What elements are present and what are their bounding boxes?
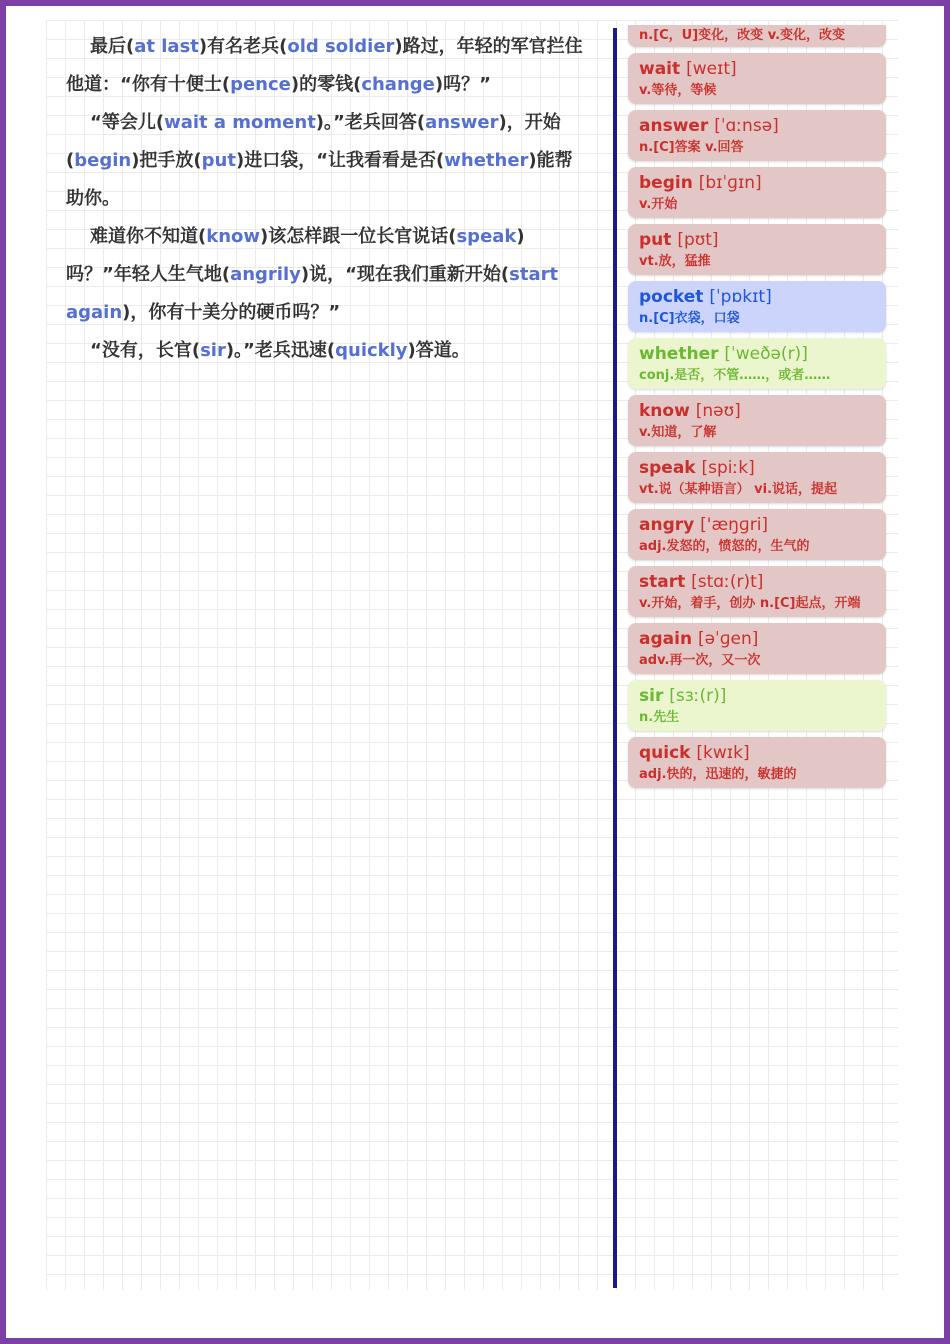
keyword: wait a moment [164, 112, 316, 133]
vocab-word: answer [639, 116, 709, 136]
vocab-definition: v.开始 [639, 197, 678, 212]
vocab-list [628, 25, 886, 794]
story-text-segment: )把手放( [131, 150, 202, 171]
story-text-segment: 最后( [90, 36, 135, 57]
vocab-card-highlighted [628, 281, 886, 332]
vocab-phonetic: [ˈweðə(r)] [724, 344, 808, 364]
vocab-headword-line [639, 114, 876, 139]
story-text-segment: )。”老兵迅速( [225, 340, 336, 361]
vocab-card [628, 509, 886, 560]
vocab-definition: v.开始，着手，创办 n.[C]起点，开端 [639, 596, 861, 611]
vocab-card [628, 395, 886, 446]
story-text-segment: )进口袋，“让我看看是否( [235, 150, 445, 171]
vocab-phonetic: [stɑː(r)t] [691, 572, 764, 592]
vocab-headword-line [639, 684, 876, 709]
vocab-card [628, 53, 886, 104]
column-divider [613, 28, 617, 1288]
vocab-definition: v.知道，了解 [639, 425, 717, 440]
vocab-phonetic: [spiːk] [701, 458, 755, 478]
keyword: put [201, 150, 236, 171]
keyword: angrily [230, 264, 301, 285]
vocab-headword-line [639, 342, 876, 367]
vocab-definition: v.等待，等候 [639, 83, 717, 98]
keyword: begin [74, 150, 132, 171]
keyword: start again [66, 264, 559, 323]
story-text-segment: )该怎样跟一位长官说话( [260, 226, 457, 247]
vocab-definition: vt.说（某种语言） vi.说话，提起 [639, 482, 838, 497]
vocab-word: wait [639, 59, 681, 79]
vocab-phonetic: [əˈɡen] [697, 629, 759, 649]
vocab-card [628, 224, 886, 275]
vocab-phonetic: [weɪt] [686, 59, 737, 79]
vocab-definition: adj.发怒的，愤怒的，生气的 [639, 539, 810, 554]
story-text-segment: )路过，年轻的军官拦住他道：“你有十便士( [66, 36, 583, 95]
keyword: pence [230, 74, 291, 95]
keyword: speak [456, 226, 517, 247]
vocab-word: again [639, 629, 693, 649]
story-paragraph [66, 332, 586, 370]
vocab-headword-line [639, 456, 876, 481]
story-text-segment: )答道。 [407, 340, 470, 361]
keyword: change [361, 74, 435, 95]
vocab-definition: adj.快的，迅速的，敏捷的 [639, 767, 797, 782]
story-text-segment: 难道你不知道( [90, 226, 207, 247]
vocab-definition: n.[C]衣袋，口袋 [639, 311, 740, 326]
keyword: answer [425, 112, 499, 133]
vocab-phonetic: [nəʊ] [695, 401, 741, 421]
vocab-word: put [639, 230, 672, 250]
vocab-headword-line [639, 171, 876, 196]
story-text-segment: )吗？”年轻人生气地( [66, 226, 525, 285]
vocab-phonetic: [sɜː(r)] [669, 686, 727, 706]
story-text-segment: )，你有十美分的硬币吗？” [122, 302, 341, 323]
vocab-card [628, 566, 886, 617]
keyword: quickly [335, 340, 408, 361]
keyword: know [206, 226, 261, 247]
story-paragraph [66, 104, 586, 218]
vocab-phonetic: [kwɪk] [696, 743, 750, 763]
vocab-card [628, 737, 886, 788]
vocab-card [628, 110, 886, 161]
vocab-word: angry [639, 515, 695, 535]
vocab-word: start [639, 572, 686, 592]
vocab-headword-line [639, 228, 876, 253]
story-text-segment: “没有，长官( [90, 340, 201, 361]
vocab-word: speak [639, 458, 696, 478]
vocab-headword-line [639, 741, 876, 766]
vocab-definition: conj.是否，不管……，或者…… [639, 368, 831, 383]
vocab-word: sir [639, 686, 664, 706]
story-text-segment: )说，“现在我们重新开始( [300, 264, 510, 285]
story-text-segment: )吗？” [434, 74, 491, 95]
story-paragraph [66, 218, 586, 332]
keyword: at last [134, 36, 199, 57]
vocab-phonetic: [ˈɑːnsə] [714, 116, 779, 136]
story-paragraph [66, 28, 586, 104]
story-text-segment: “等会儿( [90, 112, 165, 133]
keyword: sir [200, 340, 226, 361]
vocab-phonetic: [bɪˈɡɪn] [698, 173, 762, 193]
vocab-definition: vt.放，猛推 [639, 254, 711, 269]
vocab-headword-line [639, 57, 876, 82]
vocab-definition: adv.再一次，又一次 [639, 653, 761, 668]
vocab-headword-line [639, 285, 876, 310]
story-text [66, 28, 586, 370]
vocab-card [628, 623, 886, 674]
vocab-card [628, 167, 886, 218]
vocab-card [628, 452, 886, 503]
keyword: whether [444, 150, 529, 171]
vocab-word: pocket [639, 287, 704, 307]
vocab-headword-line [639, 570, 876, 595]
vocab-phonetic: [pʊt] [677, 230, 719, 250]
story-text-segment: )。”老兵回答( [315, 112, 426, 133]
vocab-word: quick [639, 743, 691, 763]
vocab-phonetic: ['æŋɡri] [700, 515, 769, 535]
story-text-segment: )的零钱( [290, 74, 362, 95]
vocab-definition: n.[C]答案 v.回答 [639, 140, 744, 155]
vocab-headword-line [639, 627, 876, 652]
vocab-word: begin [639, 173, 693, 193]
vocab-headword-line [639, 513, 876, 538]
vocab-phonetic: [ˈpɒkɪt] [709, 287, 772, 307]
vocab-definition: n.先生 [639, 710, 680, 725]
vocab-card [628, 25, 886, 47]
vocab-word: whether [639, 344, 719, 364]
vocab-word: know [639, 401, 690, 421]
story-text-segment: )有名老兵( [198, 36, 288, 57]
story-text-segment: )能帮助你。 [66, 150, 573, 209]
keyword: old soldier [287, 36, 395, 57]
vocab-headword-line [639, 399, 876, 424]
vocab-card [628, 338, 886, 389]
story-text-segment: )，开始( [66, 112, 561, 171]
vocab-definition: n.[C，U]变化，改变 v.变化，改变 [639, 28, 846, 43]
vocab-card [628, 680, 886, 731]
